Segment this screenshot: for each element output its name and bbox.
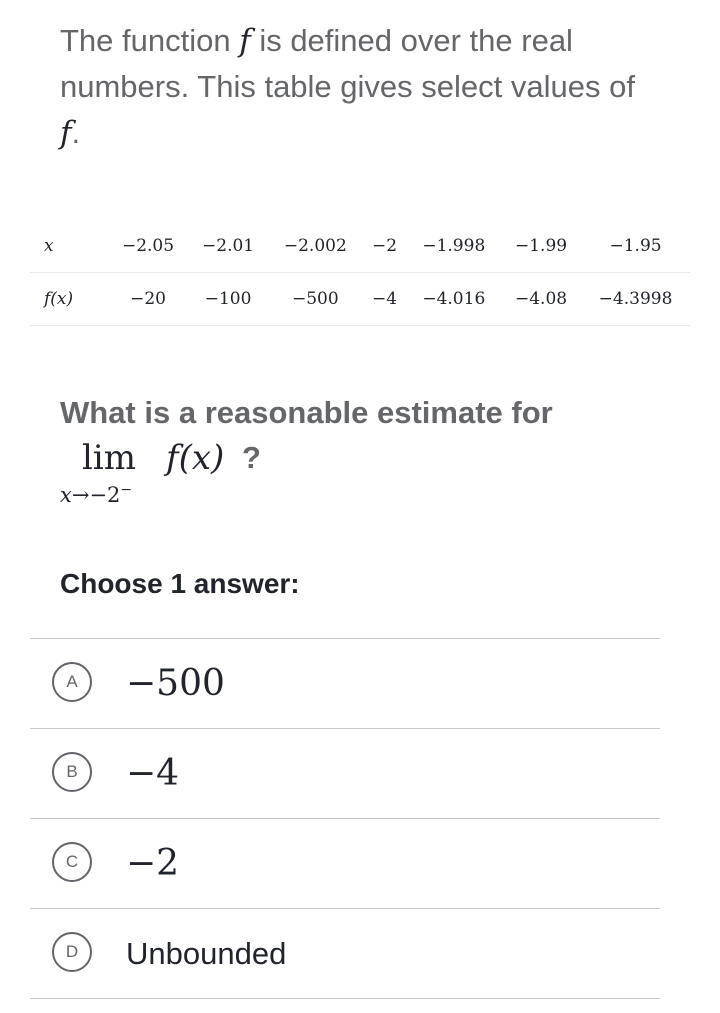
table-row-fx [30, 273, 690, 326]
question-text: What is a reasonable estimate for [60, 395, 553, 430]
function-symbol: f [239, 23, 251, 59]
question-mark: ? [242, 440, 261, 475]
table-cell: −1.95 [581, 220, 690, 273]
intro-middle: is defined over the real numbers. This table gives select values of [60, 23, 635, 104]
lim-arrow: → [71, 483, 90, 507]
choice-letter-badge: D [52, 932, 92, 972]
lim-target: −2 [89, 483, 121, 507]
intro-suffix: . [71, 115, 81, 150]
choice-b[interactable] [30, 729, 660, 819]
choice-text: −4 [126, 753, 180, 794]
problem-statement [60, 18, 660, 156]
choice-c[interactable] [30, 819, 660, 909]
table-cell: −4.3998 [581, 273, 690, 326]
lim-side: − [120, 482, 133, 498]
function-symbol: f [60, 115, 72, 151]
table-cell: −4 [363, 273, 407, 326]
row-header-x: x [30, 220, 108, 273]
row-header-fx: f(x) [30, 273, 108, 326]
table-cell: −20 [108, 273, 188, 326]
table-cell: −500 [268, 273, 362, 326]
choice-letter-badge: B [52, 752, 92, 792]
table-cell: −1.998 [407, 220, 501, 273]
intro-prefix: The function [60, 23, 240, 58]
choice-letter-badge: A [52, 662, 92, 702]
answer-choices [30, 638, 660, 999]
table-cell: −2 [363, 220, 407, 273]
table-cell: −4.016 [407, 273, 501, 326]
table-cell: −2.01 [188, 220, 268, 273]
choice-text: −500 [126, 663, 225, 704]
choice-text: Unbounded [126, 936, 287, 971]
values-table [30, 220, 690, 326]
choice-a[interactable] [30, 639, 660, 729]
table-cell: −100 [188, 273, 268, 326]
table-cell: −2.002 [268, 220, 362, 273]
lim-function: f(x) [166, 438, 225, 478]
table-cell: −4.08 [501, 273, 581, 326]
choice-text: −2 [126, 843, 180, 884]
limit-expression [60, 436, 660, 516]
table-cell: −1.99 [501, 220, 581, 273]
table-cell: −2.05 [108, 220, 188, 273]
lim-word: lim [82, 438, 136, 478]
choice-letter-badge: C [52, 842, 92, 882]
choose-label: Choose 1 answer: [60, 568, 300, 599]
lim-subscript [60, 482, 132, 507]
table-row-x [30, 220, 690, 273]
choice-d[interactable] [30, 909, 660, 999]
lim-variable: x [60, 483, 72, 507]
